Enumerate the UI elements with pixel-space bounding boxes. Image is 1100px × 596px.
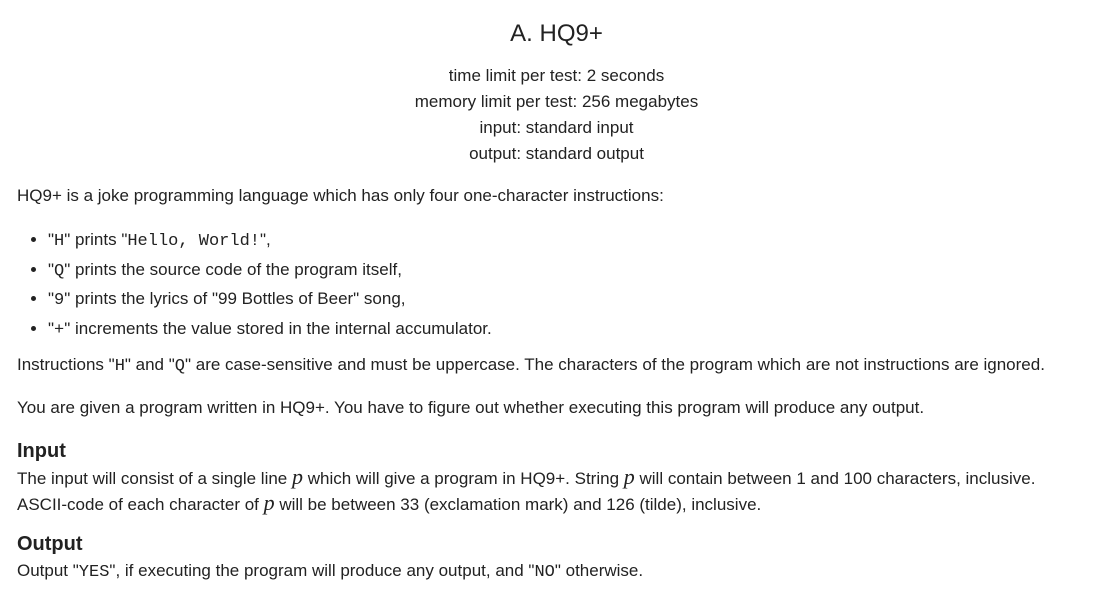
output-description: Output "YES", if executing the program will produce any output, and "NO" otherwise. [17,561,644,582]
hello-world-code: Hello, World! [127,232,260,251]
intro-paragraph: HQ9+ is a joke programming language which has only four one-character instructions: [17,186,664,205]
list-item: • "9" prints the lyrics of "99 Bottles of Beer" song, [48,285,492,315]
instruction-code: 9 [54,291,65,310]
input-heading: Input [17,440,66,462]
input-description: The input will consist of a single line p which will give a program in HQ9+. String p will contain between 1 and 100 characters, inclusive. ASCII-code of each character of p will be between 33 (exclamation mark) and 126 (tilde), inclusive. [17,464,1036,515]
task-paragraph: You are given a program written in HQ9+. You have to figure out whether executing this program will produce any output. [17,398,925,417]
instruction-code: Q [54,261,65,281]
memory-limit: memory limit per test: 256 megabytes [414,92,699,111]
output-heading: Output [17,533,83,555]
output-spec: output: standard output [469,144,644,163]
instruction-code: + [54,320,65,340]
time-limit: time limit per test: 2 seconds [448,66,665,85]
list-item: • "Q" prints the source code of the program itself, [48,256,492,286]
list-item: • "H" prints "Hello, World!", [48,226,492,256]
case-note-paragraph: Instructions "H" and "Q" are case-sensitive and must be uppercase. The characters of the program which are not instructions are ignored. [17,355,1045,376]
problem-title: A. HQ9+ [510,20,603,47]
instruction-code: H [54,232,65,251]
input-spec: input: standard input [479,118,634,137]
instruction-list [10,226,492,344]
list-item: • "+" increments the value stored in the internal accumulator. [48,315,492,345]
problem-limits [0,63,1100,167]
